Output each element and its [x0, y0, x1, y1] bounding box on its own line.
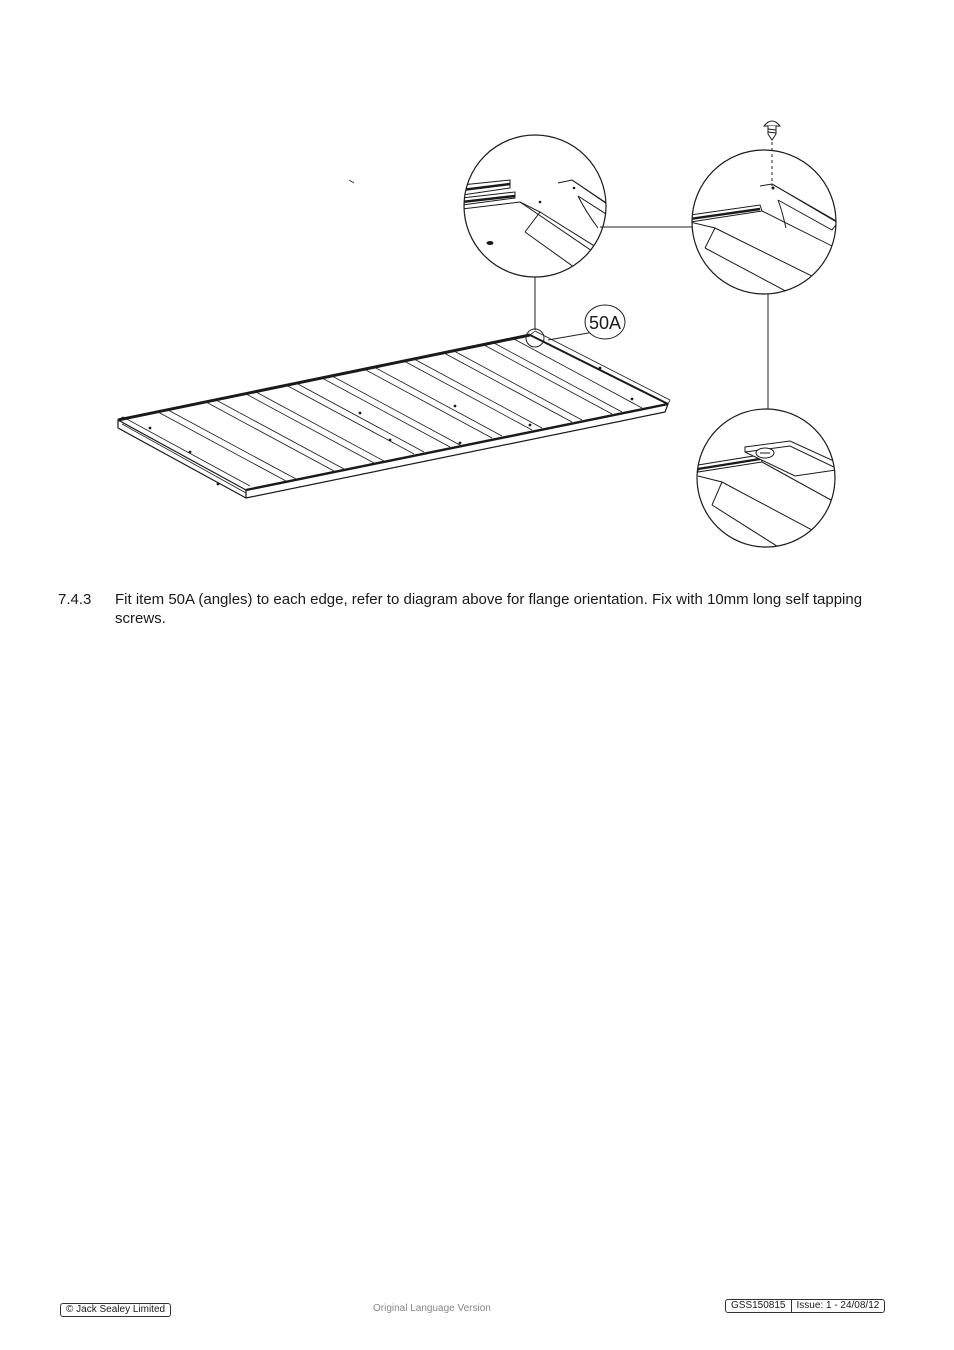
step-number: 7.4.3 — [58, 591, 92, 608]
screw-icon — [764, 121, 780, 140]
callout-50a-label: 50A — [588, 313, 622, 333]
assembly-diagram — [0, 0, 954, 570]
footer-language-note: Original Language Version — [373, 1303, 491, 1314]
detail-view-c — [697, 409, 840, 548]
footer-copyright: © Jack Sealey Limited — [60, 1303, 171, 1317]
screw-head-icon — [756, 448, 774, 458]
callout-50a — [585, 305, 625, 339]
shelf-panel — [118, 331, 670, 498]
footer-document-reference — [725, 1299, 885, 1313]
detail-view-b — [690, 136, 840, 320]
footer-document-code: GSS150815 — [731, 1300, 786, 1311]
detail-view-a — [462, 135, 620, 300]
stray-mark — [349, 180, 354, 183]
step-instruction: Fit item 50A (angles) to each edge, refer to diagram above for flange orientation. Fix with 10mm long self tapping screws. — [115, 591, 863, 627]
footer-issue: Issue: 1 - 24/08/12 — [791, 1300, 885, 1312]
